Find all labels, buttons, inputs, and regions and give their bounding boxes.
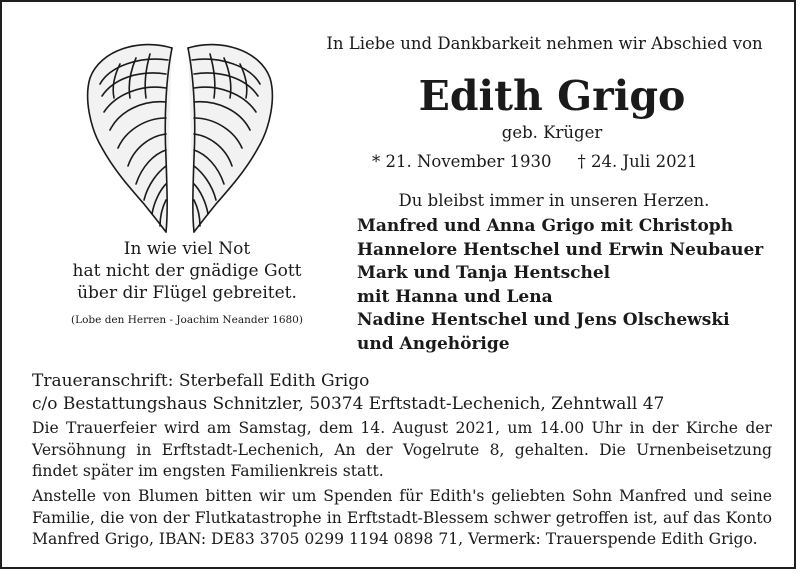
mourner-line: Nadine Hentschel und Jens Olschewski [357,310,730,330]
death-date: † 24. Juli 2021 [577,152,698,171]
deceased-name: Edith Grigo [418,72,686,120]
angel-wings-icon [80,38,280,238]
mourner-line: mit Hanna und Lena [357,286,553,307]
address-line: Traueranschrift: Sterbefall Edith Grigo [32,371,370,391]
birth-date: * 21. November 1930 [372,152,552,171]
quote-line: In wie viel Not [123,239,251,259]
quote-line: über dir Flügel gebreitet. [77,283,297,303]
service-info: Die Trauerfeier wird am Samstag, dem 14. August 2021, um 14.00 Uhr in der Kirche der Versöhnung in Erftstadt-Lechenich, An der Vogelrute 8, gehalten. Die Urnenbeisetzung findet später im engsten Familienkreis statt. [32,419,772,480]
quote [22,238,352,304]
mourner-line: Manfred und Anna Grigo mit Christoph [357,216,734,236]
motto: Du bleibst immer in unseren Herzen. [398,191,710,210]
mourners-list [357,215,777,356]
mourner-line: Hannelore Hentschel und Erwin Neubauer [357,239,764,260]
mourner-line: Mark und Tanja Hentschel [357,263,611,283]
quote-source: (Lobe den Herren - Joachim Neander 1680) [71,314,303,326]
mourning-address [32,370,772,416]
address-line: c/o Bestattungshaus Schnitzler, 50374 Erftstadt-Lechenich, Zehntwall 47 [32,394,665,414]
quote-line: hat nicht der gnädige Gott [72,261,302,281]
life-dates [372,152,742,171]
mourner-line: und Angehörige [357,333,510,354]
intro-text: In Liebe und Dankbarkeit nehmen wir Abschied von [326,34,763,53]
donation-info: Anstelle von Blumen bitten wir um Spenden für Edith's geliebten Sohn Manfred und seine Familie, die von der Flutkatastrophe in Erftstadt-Blessem schwer getroffen ist, auf das Konto Manfred Grigo, IBAN: DE83 3705 0299 1194 0898 71, Vermerk: Trauerspende Edith Grigo. [32,487,772,548]
birth-name: geb. Krüger [501,123,603,142]
